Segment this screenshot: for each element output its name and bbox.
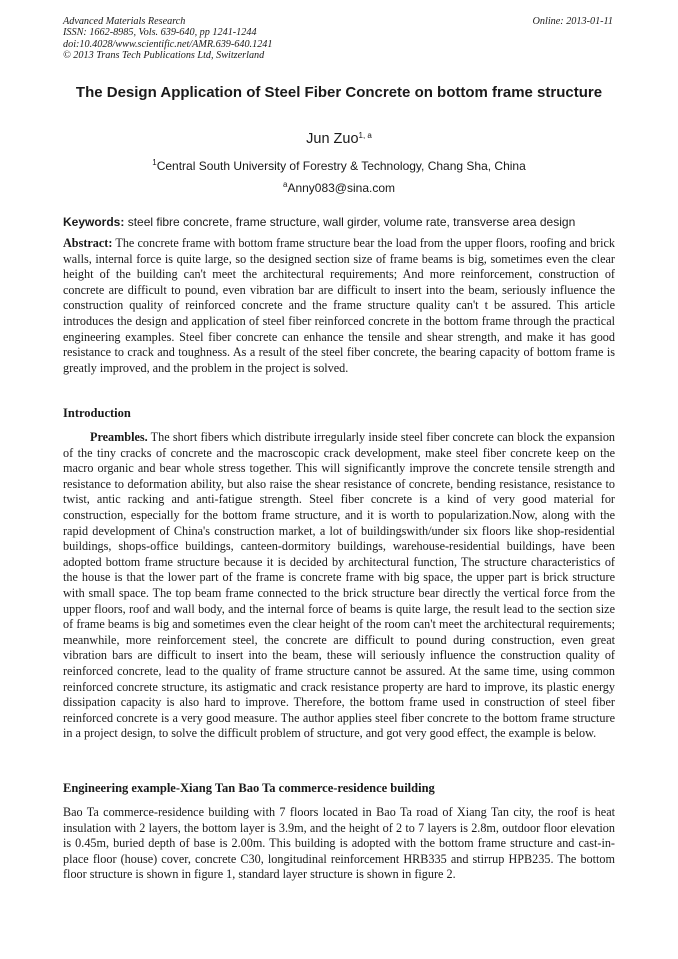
copyright-line: © 2013 Trans Tech Publications Ltd, Switzerland [63,50,265,62]
abstract-label: Abstract: [63,236,113,250]
keywords-label: Keywords: [63,215,125,229]
author-marks: 1, a [358,131,372,140]
engineering-example-text: Bao Ta commerce-residence building with 7 floors located in Bao Ta road of Xiang Tan city, the roof is heat insulation with 2 layers, the bottom layer is 3.9m, and the height of 2 to 7 layers is 2.8m, outdoor floor elevation is 0.45m, buried depth of base is 2.00m. This building is adopted with the bottom frame structure and cast-in-place floor (house) cover, concrete C30, longitudinal reinforcement HRB335 and stirrup HPB235. The bottom floor structure is shown in figure 1, standard layer structure is shown in figure 2. [63,805,615,882]
journal-name: Advanced Materials Research [63,16,186,27]
preambles-paragraph [63,430,615,742]
affiliation-mark: 1 [152,158,157,167]
journal-header [63,16,272,62]
email-line [63,181,615,195]
abstract-text: The concrete frame with bottom frame structure bear the load from the upper floors, roofing and brick walls, internal force is quite large, so the designed section size of frame beams is big, sometimes even the clear height of the building can't meet the architectural requirements; And more reinforcement, construction of concrete are difficult to pound, even vibration bar are difficult to insert into the beam, seriously influence the construction quality of reinforced concrete and the frame structure quality can't t be assured. This article introduces the design and application of steel fiber reinforced concrete in the bottom frame through the practical engineering examples. Steel fiber concrete can enhance the tensile and shear strength, and make it has good resistance to crack and toughness. As a result of the steel fiber concrete, the bearing capacity of bottom frame is greatly improved, and the problem in the project is solved. [63,236,616,375]
preambles-text: The short fibers which distribute irregularly inside steel fiber concrete can block the expansion of the tiny cracks of concrete and the macroscopic crack development, make steel fiber concrete keep on the macro organic and bear whole stress together. This will significantly improve the concrete tensile strength and resistance to deformation ability, but also raise the shear resistance of concrete, bending resistance, resistance to twist, antic racking and anti-fatigue strength. Steel fiber concrete is a kind of very good material for construction, especially for the bottom frame structure, and it is worth to popularization.Now, along with the rapid development of China's construction market, a lot of buildingswith/under six floors like shop-residential buildings, shops-office buildings, canteen-dormitory buildings, warehouse-residential buildings, have been adopted bottom frame structure because it is decided by architectural function, The structure characteristics of the house is that the lower part of the frame is concrete frame with big space, the upper part is brick structure with small space. The top beam frame connected to the brick structure bear directly the vertical force from the upper floors, roof and wall body, and the internal force of beams is quite large, the result lead to the section size of frame beams is big and sometimes even the clear height of the room can't meet the architectural requirements; meanwhile, more reinforcement steel, the concrete are difficult to pound during construction, even great vibration bars are difficult to insert into the beam, these will seriously influence the construction quality of reinforced concrete, lead to the quality of frame structure cannot be assured. At the same time, using common reinforced concrete structure, its astigmatic and crack resistance property are hard to improve, its plastic energy dissipation capacity is also hard to improve. Therefore, the bottom frame used in construction of steel fiber reinforced concrete is a very good measure. The author applies steel fiber concrete to the bottom frame structure in a project design, to solve the difficult problem of structure, and got very good effect, the example is below. [63,430,616,741]
author-name: Jun Zuo [306,131,359,147]
doi-line[interactable]: doi:10.4028/www.scientific.net/AMR.639-640.1241 [63,38,273,50]
abstract-paragraph [63,236,615,376]
preambles-label: Preambles. [90,430,148,444]
issn-line: ISSN: 1662-8985, Vols. 639-640, pp 1241-1244 [63,27,257,39]
engineering-example-paragraph [63,805,615,883]
online-date-text: Online: 2013-01-11 [532,16,613,27]
affiliation-text: Central South University of Forestry & Technology, Chang Sha, China [156,159,526,173]
keywords-text: steel fibre concrete, frame structure, wall girder, volume rate, transverse area design [127,215,576,229]
email-mark: a [282,180,288,189]
keywords-line [63,215,615,229]
introduction-heading: Introduction [63,406,131,420]
affiliation-line [63,159,615,173]
paper-title: The Design Application of Steel Fiber Concrete on bottom frame structure [75,84,603,101]
author-line [63,131,615,147]
email-address[interactable]: Anny083@sina.com [287,181,396,195]
online-date [533,16,613,27]
engineering-example-heading: Engineering example-Xiang Tan Bao Ta commerce-residence building [63,781,435,795]
